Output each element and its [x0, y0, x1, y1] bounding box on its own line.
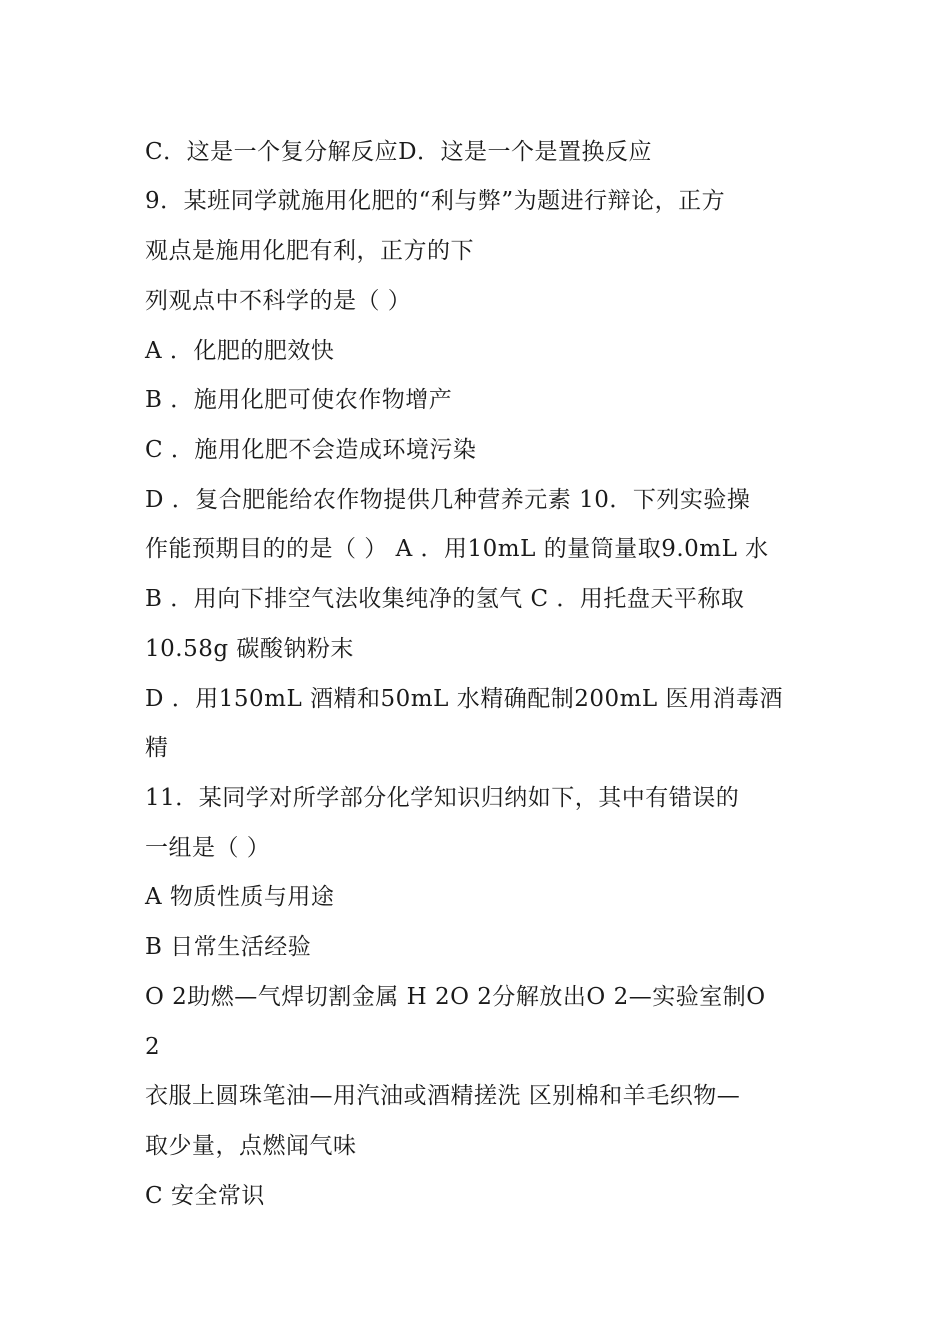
text-line: 10.58g 碳酸钠粉末 — [145, 636, 354, 662]
text-line: 列观点中不科学的是（ ） — [145, 288, 412, 314]
text-line: B ．用向下排空气法收集纯净的氢气 C ．用托盘天平称取 — [145, 586, 745, 612]
text-line: 11．某同学对所学部分化学知识归纳如下，其中有错误的 — [145, 785, 740, 811]
text-line: C．这是一个复分解反应D．这是一个是置换反应 — [145, 139, 653, 165]
text-line: 取少量，点燃闻气味 — [145, 1133, 357, 1159]
text-line: 9．某班同学就施用化肥的“利与弊”为题进行辩论，正方 — [145, 188, 726, 214]
text-line: C 安全常识 — [145, 1183, 265, 1209]
text-line: D ．用150mL 酒精和50mL 水精确配制200mL 医用消毒酒 — [145, 686, 783, 712]
text-line: 精 — [145, 735, 169, 761]
text-line: O 2助燃—气焊切割金属 H 2O 2分解放出O 2—实验室制O — [145, 984, 766, 1010]
text-line: 衣服上圆珠笔油—用汽油或酒精搓洗 区别棉和羊毛织物— — [145, 1083, 741, 1109]
text-line: 一组是（ ） — [145, 835, 271, 861]
text-line: 观点是施用化肥有利，正方的下 — [145, 238, 474, 264]
text-line: 作能预期目的的是（ ） A ．用10mL 的量筒量取9.0mL 水 — [145, 536, 769, 562]
text-line: B ．施用化肥可使农作物增产 — [145, 387, 453, 413]
text-line: B 日常生活经验 — [145, 934, 312, 960]
text-line: A 物质性质与用途 — [145, 884, 335, 910]
text-line: C ．施用化肥不会造成环境污染 — [145, 437, 477, 463]
text-line: A ．化肥的肥效快 — [145, 338, 335, 364]
text-line: D ．复合肥能给农作物提供几种营养元素 10．下列实验操 — [145, 487, 751, 513]
text-line: 2 — [145, 1034, 161, 1060]
